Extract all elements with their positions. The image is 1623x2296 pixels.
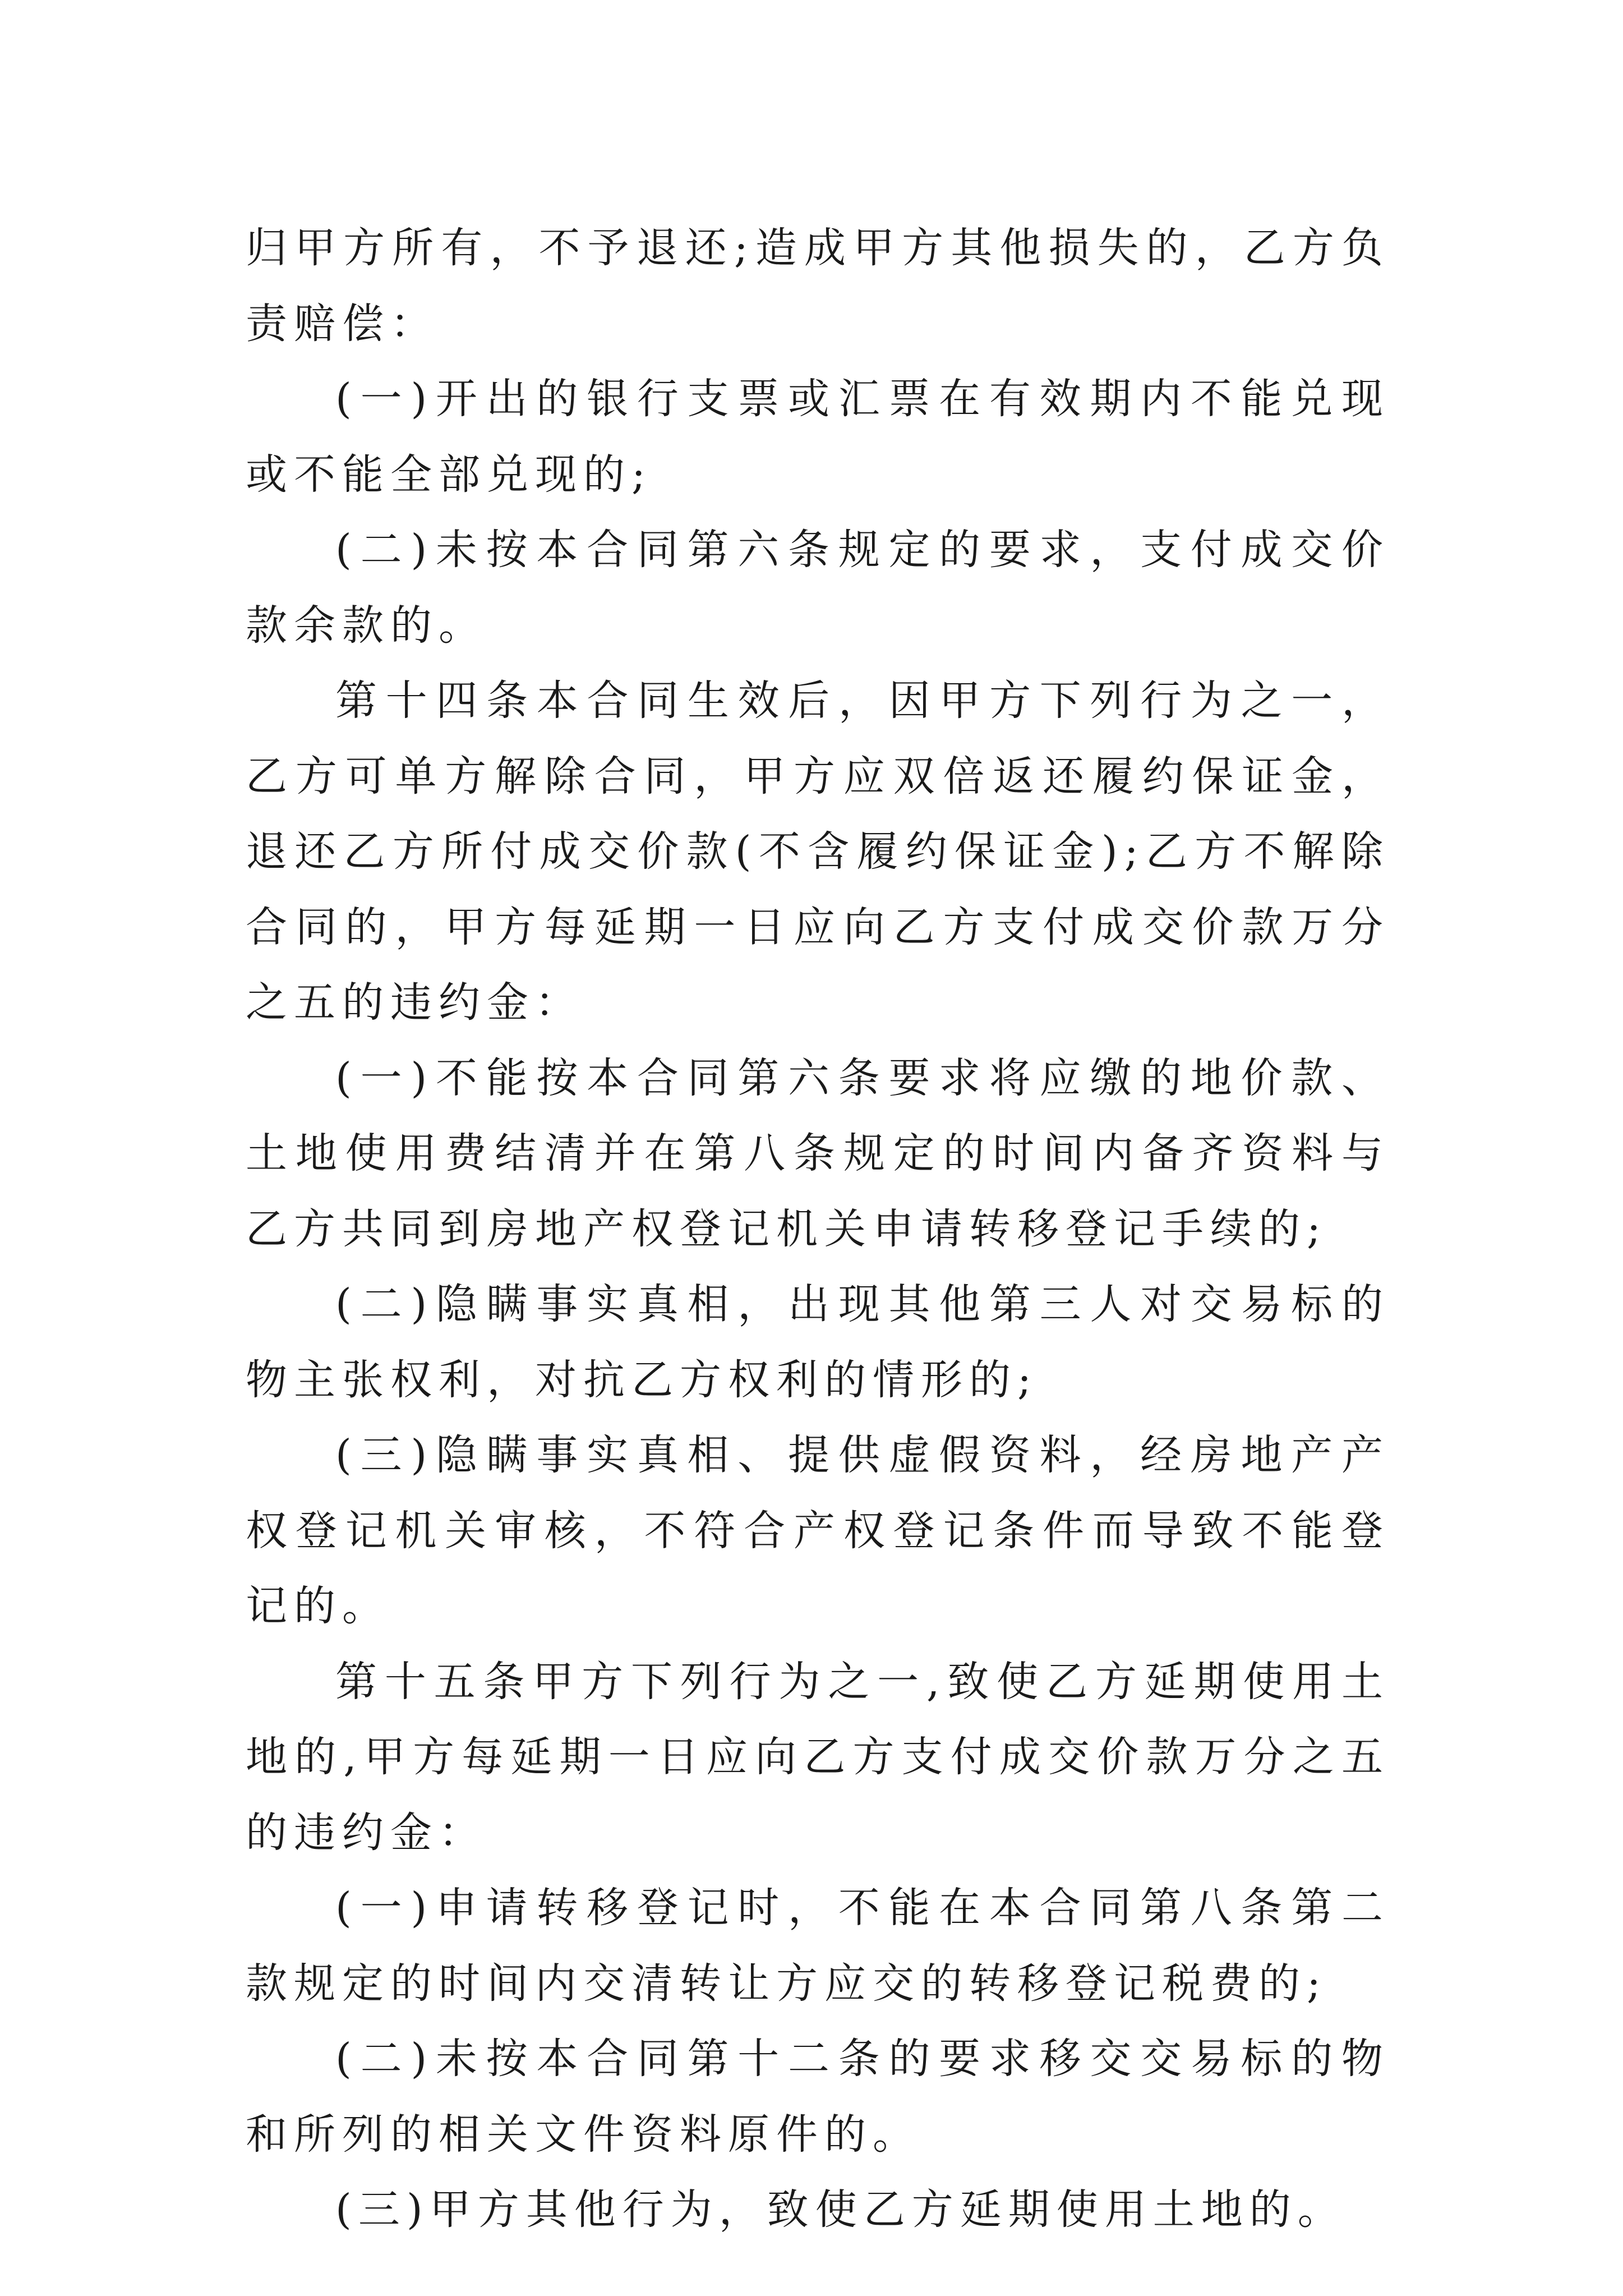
paragraph-1: 归甲方所有，不予退还;造成甲方其他损失的，乙方负责赔偿： [246,224,1390,348]
paragraph-3: (二)未按本合同第六条规定的要求，支付成交价款余款的。 [246,526,1390,650]
paragraph-7: (三)隐瞒事实真相、提供虚假资料，经房地产产权登记机关审核，不符合产权登记条件而导致不能登记的。 [246,1431,1390,1630]
paragraph-10: (二)未按本合同第十二条的要求移交交易标的物和所列的相关文件资料原件的。 [246,2035,1390,2159]
paragraph-8: 第十五条甲方下列行为之一,致使乙方延期使用土地的,甲方每延期一日应向乙方支付成交价款万分之五的违约金： [246,1657,1390,1857]
paragraph-11: (三)甲方其他行为，致使乙方延期使用土地的。 [335,2185,1346,2234]
paragraph-6: (二)隐瞒事实真相，出现其他第三人对交易标的物主张权利，对抗乙方权利的情形的; [246,1280,1390,1404]
paragraph-5: (一)不能按本合同第六条要求将应缴的地价款、土地使用费结清并在第八条规定的时间内备齐资料与乙方共同到房地产权登记机关申请转移登记手续的; [246,1053,1390,1253]
paragraph-9: (一)申请转移登记时，不能在本合同第八条第二款规定的时间内交清转让方应交的转移登记税费的; [246,1884,1390,2008]
document-body [246,210,1390,2248]
paragraph-2: (一)开出的银行支票或汇票在有效期内不能兑现或不能全部兑现的; [246,375,1390,499]
paragraph-4: 第十四条本合同生效后，因甲方下列行为之一，乙方可单方解除合同，甲方应双倍返还履约保证金，退还乙方所付成交价款(不含履约保证金);乙方不解除合同的，甲方每延期一日应向乙方支付成交价款万分之五的违约金： [246,677,1390,1027]
